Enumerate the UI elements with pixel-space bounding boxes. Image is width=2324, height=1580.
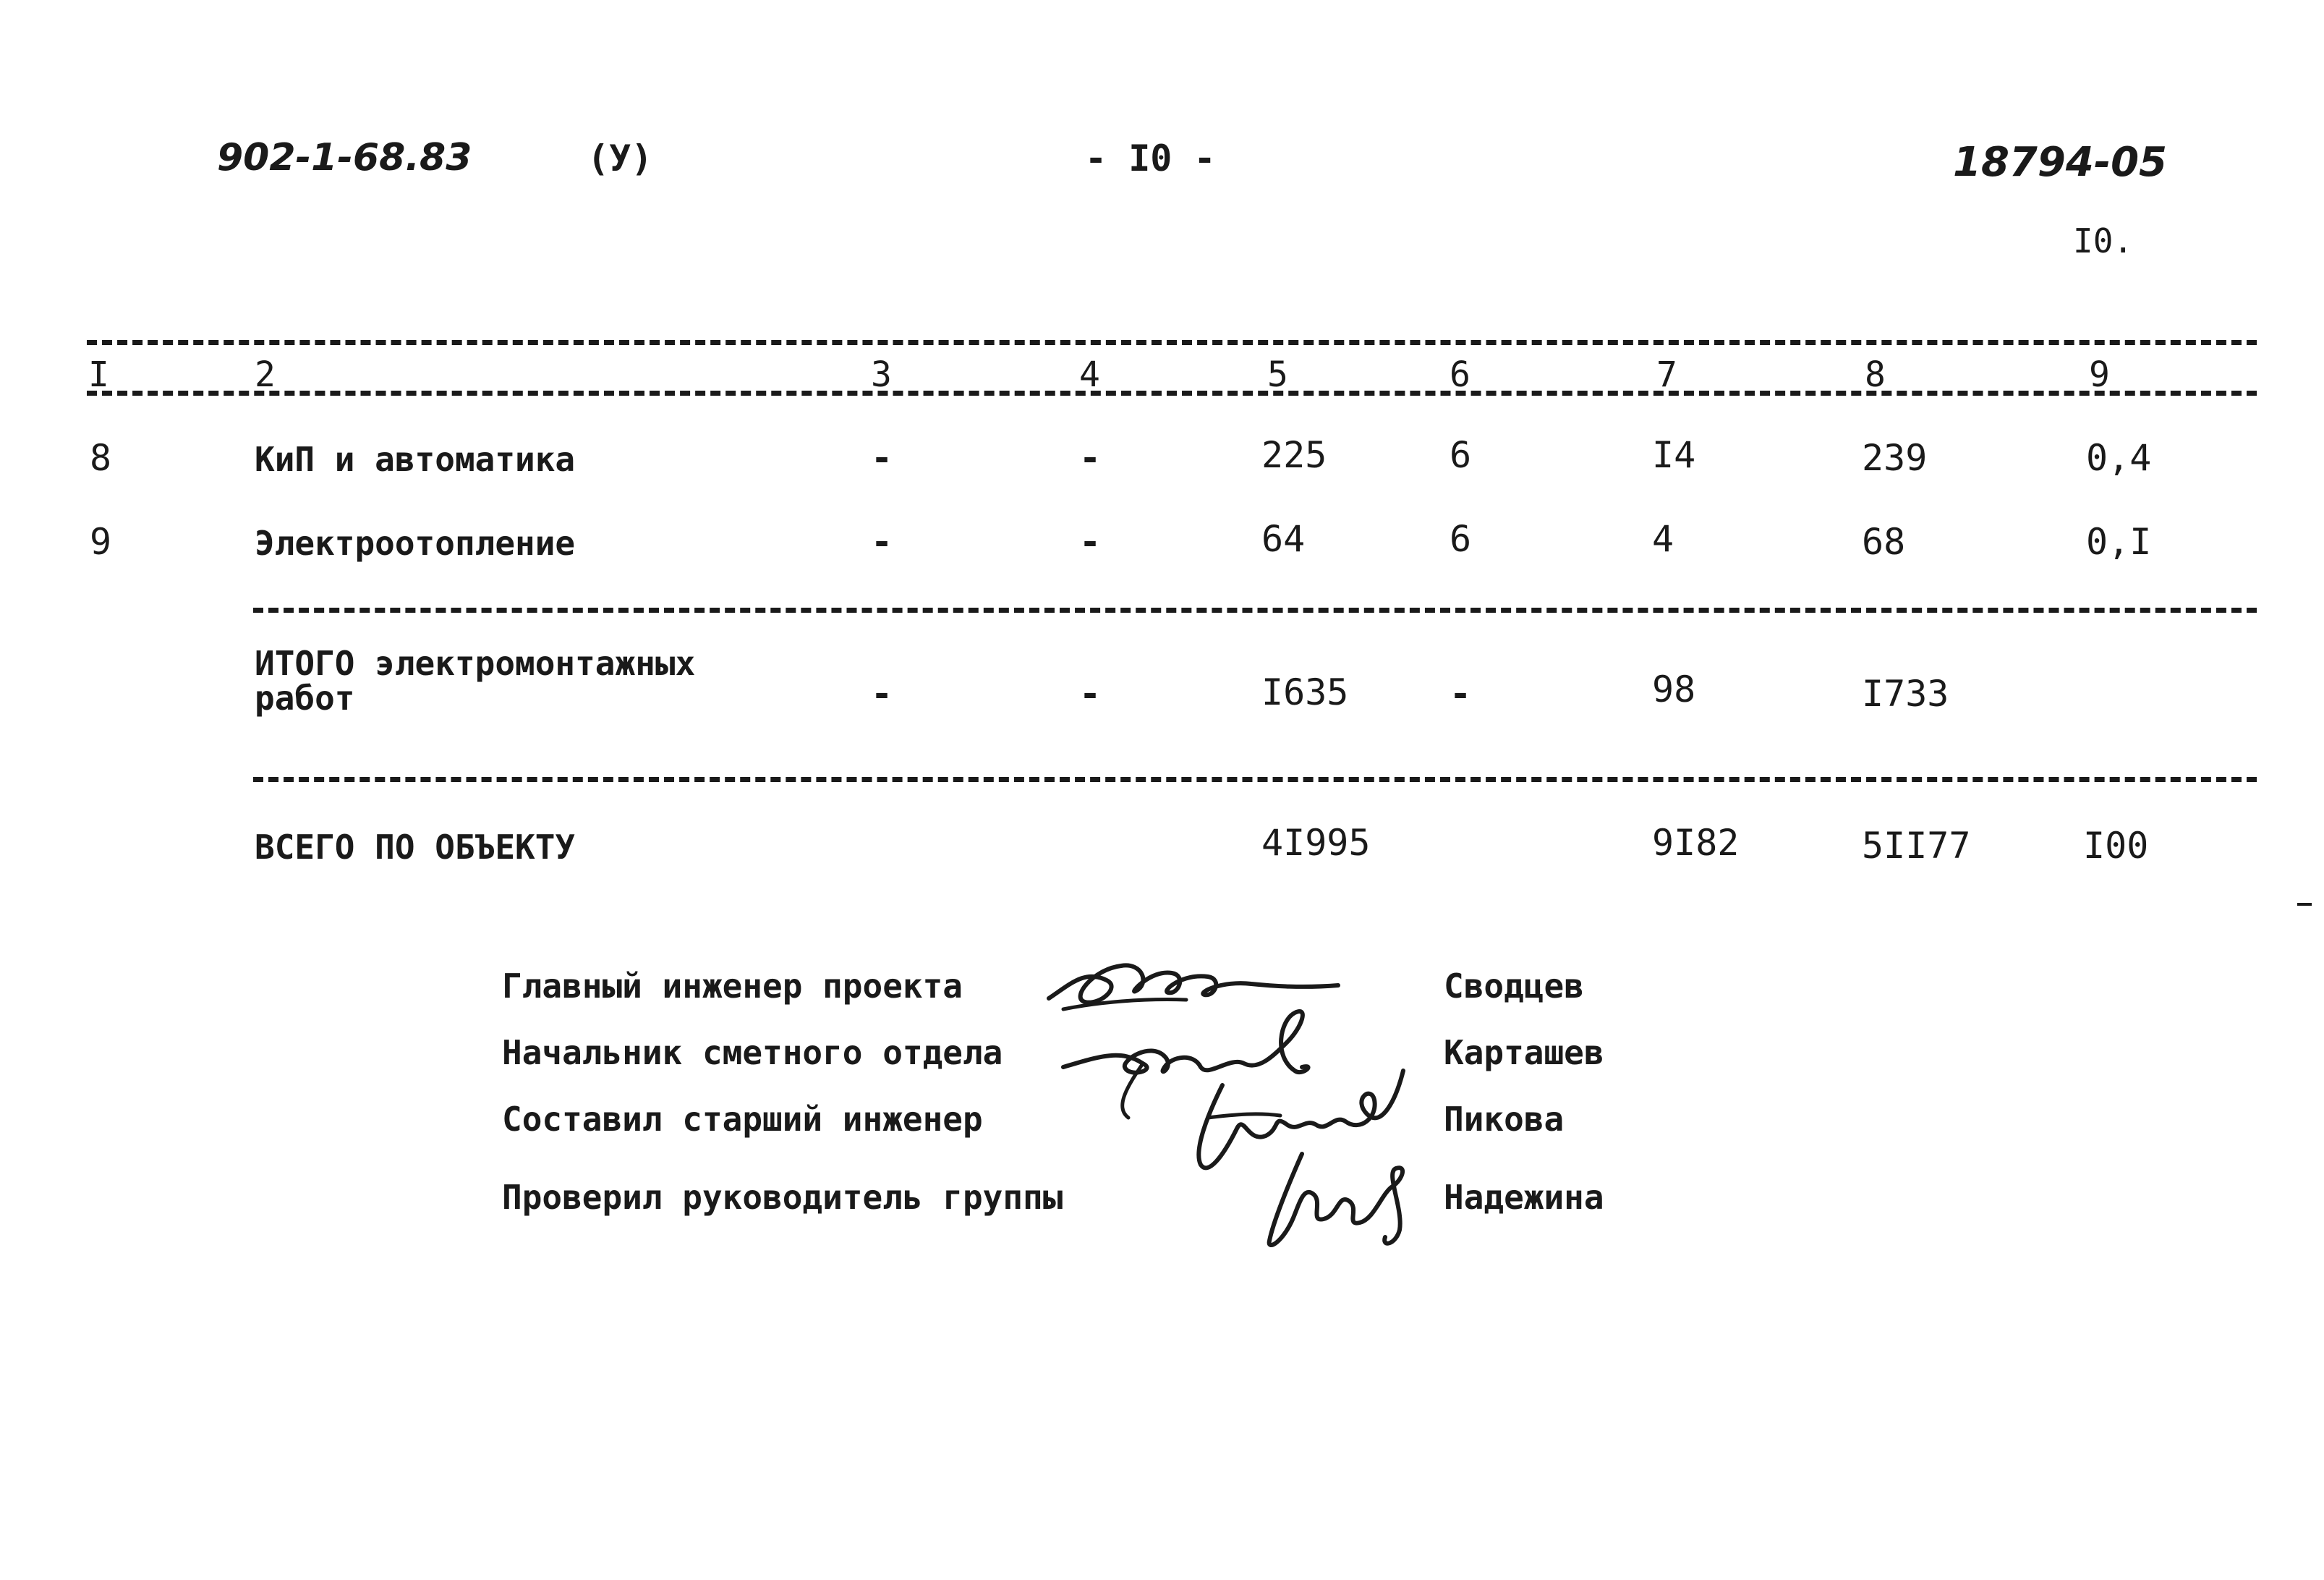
row-name: КиП и автоматика <box>255 440 576 479</box>
cell-col5: 4I995 <box>1261 822 1371 864</box>
column-number: 6 <box>1450 354 1470 395</box>
cell-col3: - <box>871 673 893 715</box>
signature-name: Надежина <box>1444 1178 1604 1217</box>
cell-col9: 0,4 <box>2086 437 2152 479</box>
signature-scribble-group-head <box>1259 1143 1425 1252</box>
cell-col7: 9I82 <box>1652 822 1740 864</box>
signature-role: Составил старший инженер <box>502 1100 983 1139</box>
cell-col5: 225 <box>1261 434 1327 476</box>
sheet-number: I0. <box>2073 221 2134 260</box>
signature-name: Карташев <box>1444 1033 1604 1072</box>
signature-role: Главный инженер проекта <box>502 967 963 1006</box>
cell-col6: 6 <box>1450 518 1472 560</box>
column-number: 5 <box>1267 354 1288 395</box>
signature-name: Пикова <box>1444 1100 1565 1139</box>
column-number: I <box>88 354 109 395</box>
column-number: 8 <box>1865 354 1886 395</box>
cell-col8: 239 <box>1862 437 1928 479</box>
row-number: 9 <box>90 521 112 563</box>
total-label: ВСЕГО ПО ОБЪЕКТУ <box>255 828 576 867</box>
cell-col7: 98 <box>1652 668 1696 710</box>
cell-col5: I635 <box>1261 671 1349 713</box>
row-name: Электроотопление <box>255 524 576 563</box>
column-number: 2 <box>255 354 276 395</box>
column-number: 4 <box>1079 354 1100 395</box>
subtotal-label-line1: ИТОГО электромонтажных <box>255 644 696 683</box>
signature-role: Проверил руководитель группы <box>502 1178 1063 1217</box>
cell-col4: - <box>1079 521 1102 563</box>
cell-col7: 4 <box>1652 518 1674 560</box>
cell-col6: - <box>1450 673 1472 715</box>
subtotal-rule <box>253 608 2257 613</box>
signature-name: Сводцев <box>1444 967 1584 1006</box>
cell-col5: 64 <box>1261 518 1306 560</box>
margin-mark <box>2297 903 2312 906</box>
row-number: 8 <box>90 437 112 479</box>
cell-col6: 6 <box>1450 434 1472 476</box>
cell-col8: 68 <box>1862 521 1906 563</box>
cell-col4: - <box>1079 673 1102 715</box>
cell-col7: I4 <box>1652 434 1696 476</box>
cell-col9: I00 <box>2083 825 2149 867</box>
cell-col3: - <box>871 437 893 479</box>
page-number: - I0 - <box>1085 137 1216 179</box>
document-code: 902-1-68.83 <box>217 136 472 179</box>
subtotal-label-line2: работ <box>255 679 355 718</box>
table-header-rule <box>87 391 2257 396</box>
cell-col9: 0,I <box>2086 521 2152 563</box>
cell-col4: - <box>1079 437 1102 479</box>
column-number: 7 <box>1656 354 1677 395</box>
signature-role: Начальник сметного отдела <box>502 1033 1003 1072</box>
cell-col3: - <box>871 521 893 563</box>
column-number: 3 <box>871 354 892 395</box>
document-mark: (У) <box>587 137 653 179</box>
table-top-rule <box>87 340 2257 345</box>
cell-col8: I733 <box>1862 673 1949 715</box>
column-number: 9 <box>2089 354 2110 395</box>
cell-col8: 5II77 <box>1862 825 1971 867</box>
total-rule <box>253 777 2257 782</box>
inventory-number: 18794-05 <box>1953 139 2167 186</box>
